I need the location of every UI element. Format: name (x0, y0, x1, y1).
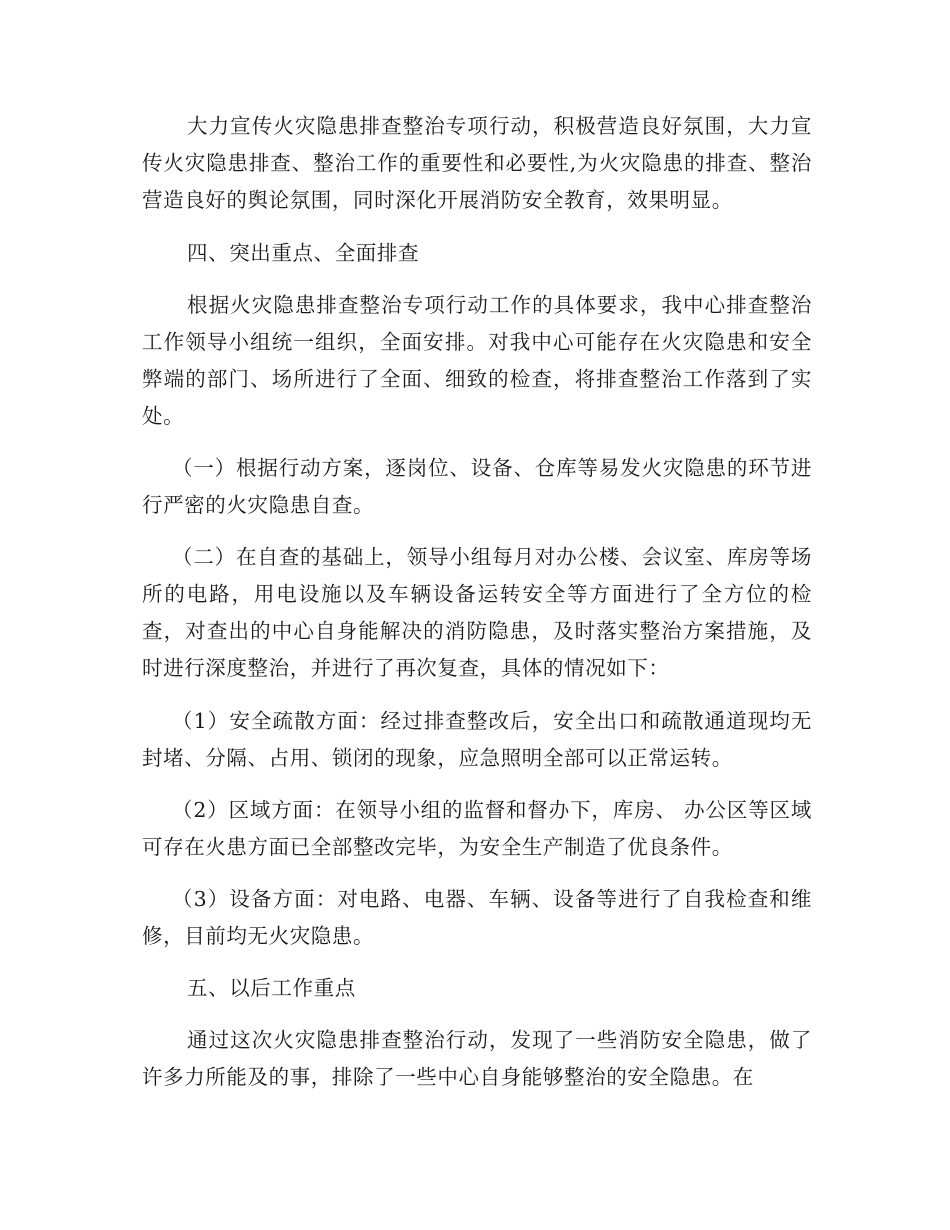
paragraph-area: （2）区域方面：在领导小组的监督和督办下，库房、 办公区等区域可存在火患方面已全部整改完毕，为安全生产制造了优良条件。 (142, 798, 812, 859)
paragraph-inspection-overview: 根据火灾隐患排查整治专项行动工作的具体要求，我中心排查整治工作领导小组统一组织，全面安排。对我中心可能存在火灾隐患和安全弊端的部门、场所进行了全面、细致的检查，将排查整治工作落到了实处。 (142, 293, 812, 428)
paragraph-item-2: （二）在自查的基础上，领导小组每月对办公楼、会议室、库房等场所的电路，用电设施以及车辆设备运转安全等方面进行了全方位的检查，对查出的中心自身能解决的消防隐患，及时落实整治方案措施，及时进行深度整治，并进行了再次复查，具体的情况如下： (142, 545, 812, 680)
paragraph-future-work: 通过这次火灾隐患排查整治行动，发现了一些消防安全隐患，做了许多力所能及的事，排除了一些中心自身能够整治的安全隐患。在 (142, 1028, 812, 1089)
section-heading-5: 五、以后工作重点 (187, 976, 356, 1000)
paragraph-item-1: （一）根据行动方案，逐岗位、设备、仓库等易发火灾隐患的环节进行严密的火灾隐患自查。 (142, 456, 812, 517)
section-heading-4: 四、突出重点、全面排查 (187, 241, 420, 265)
paragraph-evacuation: （1）安全疏散方面：经过排查整改后，安全出口和疏散通道现均无封堵、分隔、占用、锁闭的现象，应急照明全部可以正常运转。 (142, 709, 812, 770)
paragraph-equipment: （3）设备方面：对电路、电器、车辆、设备等进行了自我检查和维修，目前均无火灾隐患。 (142, 887, 812, 948)
paragraph-publicity: 大力宣传火灾隐患排查整治专项行动，积极营造良好氛围，大力宣传火灾隐患排查、整治工作的重要性和必要性,为火灾隐患的排查、整治营造良好的舆论氛围，同时深化开展消防安全教育，效果明显。 (142, 114, 812, 212)
